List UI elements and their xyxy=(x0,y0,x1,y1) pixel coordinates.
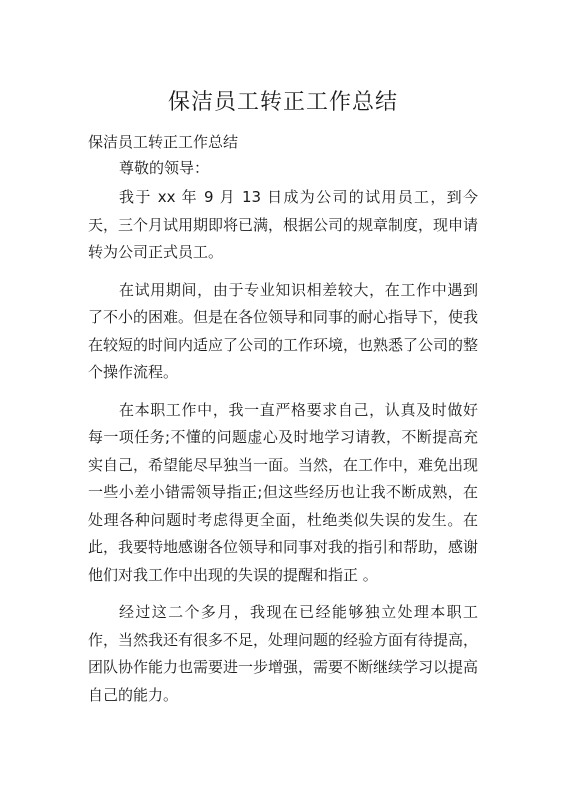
document-title: 保洁员工转正工作总结 xyxy=(167,90,398,115)
paragraph-1: 我于 xx 年 9 月 13 日成为公司的试用员工，到今天，三个月试用期即将已满，根据公司的规章制度，现申请转为公司正式员工。 xyxy=(88,188,479,261)
document-subtitle: 保洁员工转正工作总结 xyxy=(88,133,239,151)
paragraph-2: 在试用期间，由于专业知识相差较大，在工作中遇到了不小的困难。但是在各位领导和同事的耐心指导下，使我在较短的时间内适应了公司的工作环境，也熟悉了公司的整个操作流程。 xyxy=(88,280,479,381)
paragraph-3: 在本职工作中，我一直严格要求自己，认真及时做好每一项任务;不懂的问题虚心及时地学习请教，不断提高充实自己，希望能尽早独当一面。当然，在工作中，难免出现一些小差小错需领导指正;但这些经历也让我不断成熟，在处理各种问题时考虑得更全面，杜绝类似失误的发生。在此，我要特地感谢各位领导和同事对我的指引和帮助，感谢他们对我工作中出现的失误的提醒和指正 。 xyxy=(88,400,479,584)
salutation: 尊敬的领导： xyxy=(119,159,210,177)
paragraph-4: 经过这二个多月，我现在已经能够独立处理本职工作，当然我还有很多不足，处理问题的经验方面有待提高，团队协作能力也需要进一步增强，需要不断继续学习以提高自己的能力。 xyxy=(88,603,479,704)
